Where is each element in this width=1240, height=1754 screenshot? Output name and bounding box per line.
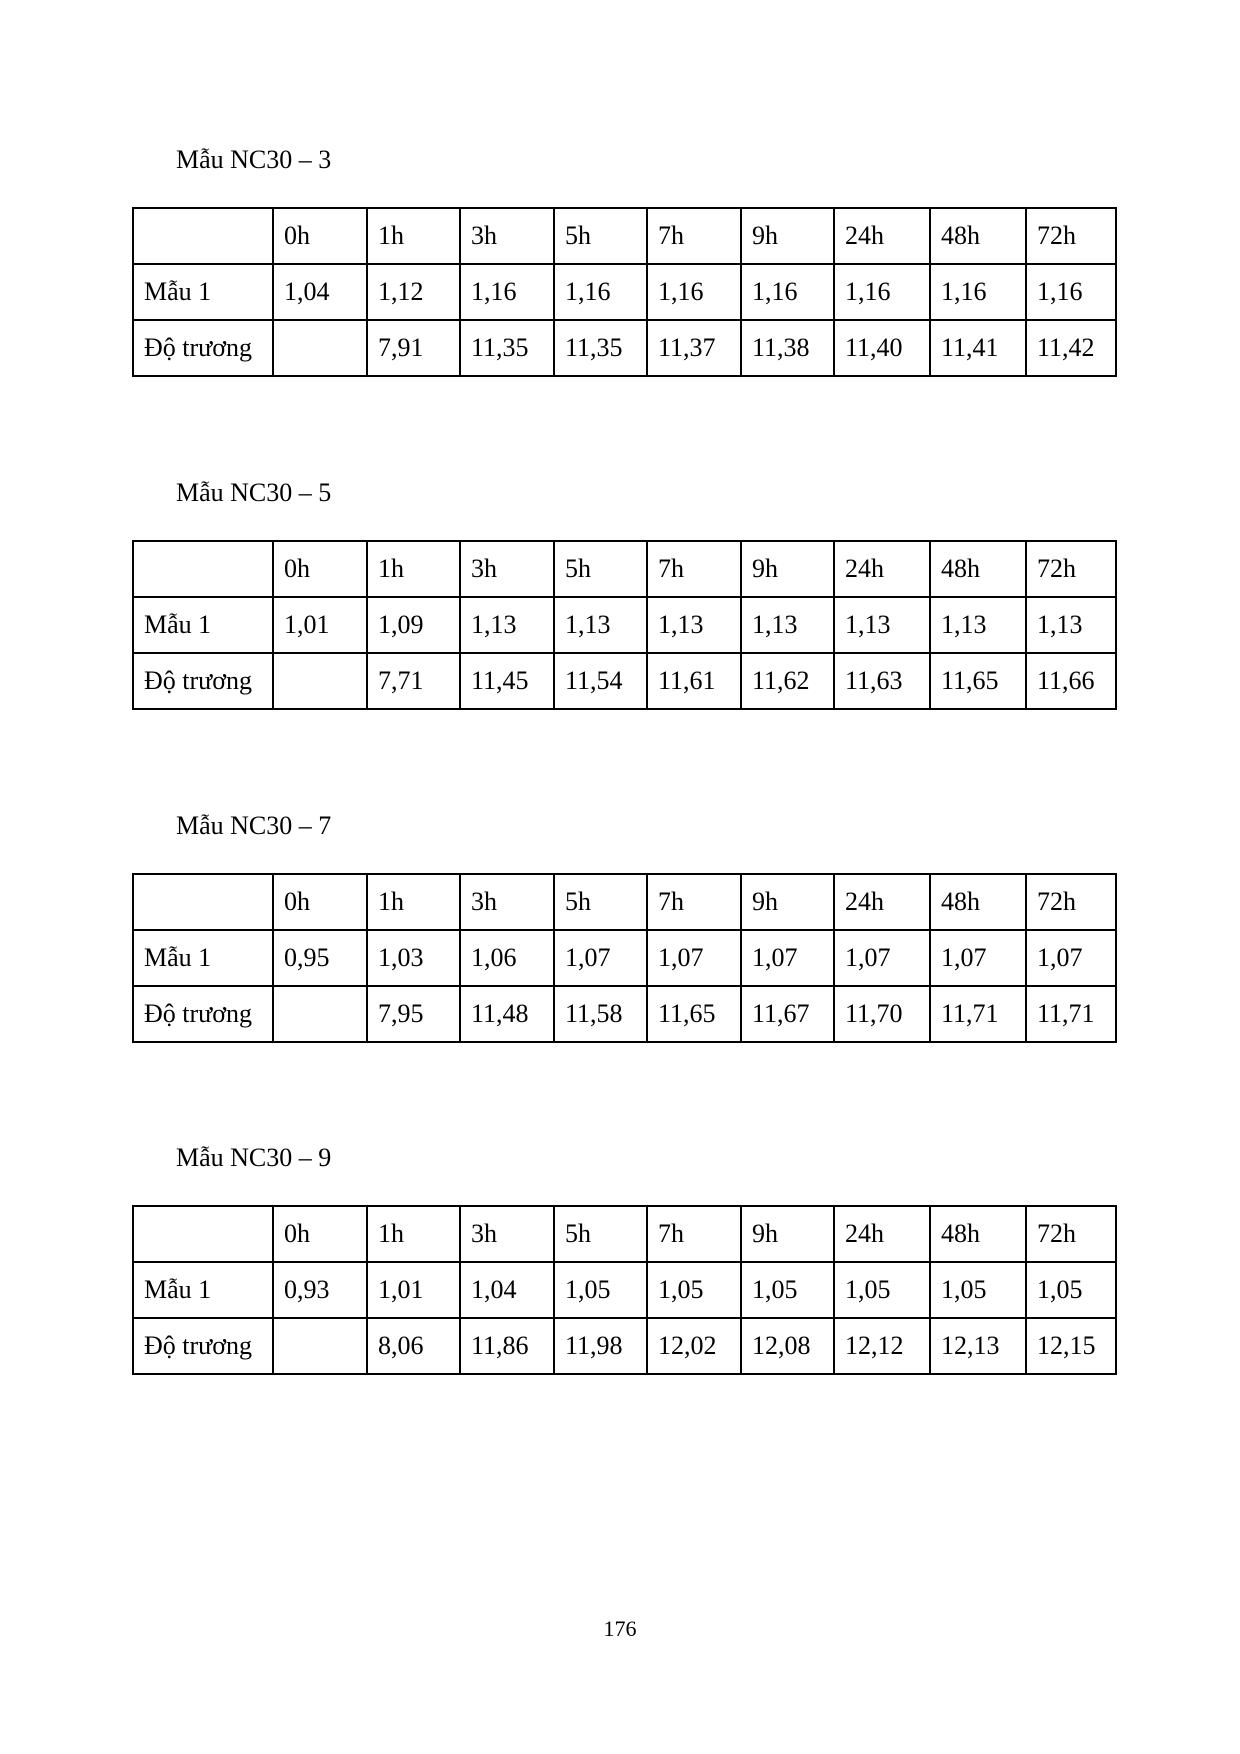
data-table [132, 540, 1117, 710]
table-cell: 11,65 [930, 653, 1026, 709]
header-cell: 48h [930, 541, 1026, 597]
header-cell: 9h [741, 541, 834, 597]
table-cell: 11,70 [834, 986, 930, 1042]
header-cell: 48h [930, 874, 1026, 930]
table-cell: 11,67 [741, 986, 834, 1042]
row-label: Mẫu 1 [133, 264, 273, 320]
header-cell: 9h [741, 208, 834, 264]
table-cell: 1,05 [647, 1262, 741, 1318]
table-cell: 1,16 [460, 264, 554, 320]
table-cell: 1,16 [647, 264, 741, 320]
table-cell [273, 653, 367, 709]
table-cell: 1,13 [647, 597, 741, 653]
table-cell: 1,04 [460, 1262, 554, 1318]
table-cell: 1,04 [273, 264, 367, 320]
header-cell: 24h [834, 874, 930, 930]
header-cell: 24h [834, 1206, 930, 1262]
header-cell: 72h [1026, 541, 1116, 597]
table-cell: 1,13 [460, 597, 554, 653]
table-row [133, 653, 1116, 709]
table-cell: 1,05 [834, 1262, 930, 1318]
header-cell: 0h [273, 541, 367, 597]
header-cell: 72h [1026, 1206, 1116, 1262]
table-cell: 12,02 [647, 1318, 741, 1374]
table-cell: 12,08 [741, 1318, 834, 1374]
table-cell: 11,62 [741, 653, 834, 709]
table-cell: 11,45 [460, 653, 554, 709]
table-row [133, 597, 1116, 653]
table-header-row [133, 874, 1116, 930]
header-cell [133, 541, 273, 597]
table-cell: 1,12 [367, 264, 460, 320]
table-cell: 11,41 [930, 320, 1026, 376]
table-cell: 7,71 [367, 653, 460, 709]
table-cell: 11,38 [741, 320, 834, 376]
table-cell: 7,91 [367, 320, 460, 376]
table-cell: 11,37 [647, 320, 741, 376]
header-cell: 1h [367, 208, 460, 264]
table-header-row [133, 541, 1116, 597]
header-cell [133, 208, 273, 264]
table-cell: 1,01 [367, 1262, 460, 1318]
table-row [133, 1318, 1116, 1374]
header-cell: 1h [367, 541, 460, 597]
table-cell: 1,07 [1026, 930, 1116, 986]
table-cell: 12,15 [1026, 1318, 1116, 1374]
table-cell: 1,16 [554, 264, 647, 320]
header-cell: 1h [367, 874, 460, 930]
table-cell: 11,40 [834, 320, 930, 376]
table-row [133, 930, 1116, 986]
table-cell: 11,71 [930, 986, 1026, 1042]
row-label: Độ trương [133, 986, 273, 1042]
table-cell: 1,01 [273, 597, 367, 653]
header-cell: 7h [647, 541, 741, 597]
table-cell: 11,54 [554, 653, 647, 709]
table-cell: 11,35 [460, 320, 554, 376]
table-cell: 1,16 [1026, 264, 1116, 320]
table-cell: 1,05 [930, 1262, 1026, 1318]
section-title: Mẫu NC30 – 5 [176, 478, 332, 507]
header-cell [133, 1206, 273, 1262]
table-cell: 1,09 [367, 597, 460, 653]
header-cell: 5h [554, 1206, 647, 1262]
table-cell: 1,16 [930, 264, 1026, 320]
data-table [132, 1205, 1117, 1375]
table-cell: 1,16 [741, 264, 834, 320]
row-label: Mẫu 1 [133, 597, 273, 653]
header-cell: 5h [554, 208, 647, 264]
table-cell: 12,12 [834, 1318, 930, 1374]
table-cell: 7,95 [367, 986, 460, 1042]
table-cell: 1,05 [741, 1262, 834, 1318]
header-cell: 7h [647, 208, 741, 264]
table-header-row [133, 208, 1116, 264]
table-cell: 1,07 [554, 930, 647, 986]
table-cell: 11,65 [647, 986, 741, 1042]
header-cell: 3h [460, 541, 554, 597]
table-cell: 11,63 [834, 653, 930, 709]
row-label: Mẫu 1 [133, 1262, 273, 1318]
data-table [132, 207, 1117, 377]
header-cell: 3h [460, 1206, 554, 1262]
table-cell: 8,06 [367, 1318, 460, 1374]
section-title: Mẫu NC30 – 7 [176, 811, 332, 840]
table-cell: 1,13 [1026, 597, 1116, 653]
table-cell: 1,05 [1026, 1262, 1116, 1318]
header-cell: 0h [273, 874, 367, 930]
header-cell: 3h [460, 874, 554, 930]
table-cell: 11,35 [554, 320, 647, 376]
header-cell: 3h [460, 208, 554, 264]
header-cell [133, 874, 273, 930]
header-cell: 1h [367, 1206, 460, 1262]
row-label: Độ trương [133, 1318, 273, 1374]
table-cell: 11,66 [1026, 653, 1116, 709]
table-cell: 11,86 [460, 1318, 554, 1374]
table-cell: 11,71 [1026, 986, 1116, 1042]
header-cell: 9h [741, 1206, 834, 1262]
table-cell [273, 986, 367, 1042]
table-cell: 11,61 [647, 653, 741, 709]
table-cell: 1,07 [930, 930, 1026, 986]
header-cell: 24h [834, 208, 930, 264]
table-row [133, 320, 1116, 376]
header-cell: 48h [930, 1206, 1026, 1262]
header-cell: 0h [273, 208, 367, 264]
table-cell: 1,06 [460, 930, 554, 986]
table-cell: 0,93 [273, 1262, 367, 1318]
table-cell [273, 320, 367, 376]
section-title: Mẫu NC30 – 3 [176, 145, 332, 174]
table-cell: 11,42 [1026, 320, 1116, 376]
header-cell: 48h [930, 208, 1026, 264]
table-row [133, 1262, 1116, 1318]
section-title: Mẫu NC30 – 9 [176, 1143, 332, 1172]
table-cell: 1,13 [554, 597, 647, 653]
header-cell: 72h [1026, 874, 1116, 930]
table-row [133, 264, 1116, 320]
table-cell: 1,07 [647, 930, 741, 986]
table-cell: 1,07 [741, 930, 834, 986]
table-row [133, 986, 1116, 1042]
table-cell: 1,03 [367, 930, 460, 986]
header-cell: 7h [647, 874, 741, 930]
header-cell: 9h [741, 874, 834, 930]
header-cell: 5h [554, 541, 647, 597]
table-cell: 1,13 [741, 597, 834, 653]
table-cell: 11,48 [460, 986, 554, 1042]
table-header-row [133, 1206, 1116, 1262]
header-cell: 0h [273, 1206, 367, 1262]
data-table [132, 873, 1117, 1043]
row-label: Độ trương [133, 320, 273, 376]
table-cell: 12,13 [930, 1318, 1026, 1374]
table-cell: 0,95 [273, 930, 367, 986]
header-cell: 72h [1026, 208, 1116, 264]
row-label: Độ trương [133, 653, 273, 709]
table-cell: 1,07 [834, 930, 930, 986]
page-number: 176 [603, 1616, 637, 1641]
table-cell: 1,16 [834, 264, 930, 320]
table-cell: 1,05 [554, 1262, 647, 1318]
header-cell: 7h [647, 1206, 741, 1262]
header-cell: 5h [554, 874, 647, 930]
table-cell [273, 1318, 367, 1374]
table-cell: 11,98 [554, 1318, 647, 1374]
table-cell: 11,58 [554, 986, 647, 1042]
table-cell: 1,13 [930, 597, 1026, 653]
row-label: Mẫu 1 [133, 930, 273, 986]
header-cell: 24h [834, 541, 930, 597]
table-cell: 1,13 [834, 597, 930, 653]
